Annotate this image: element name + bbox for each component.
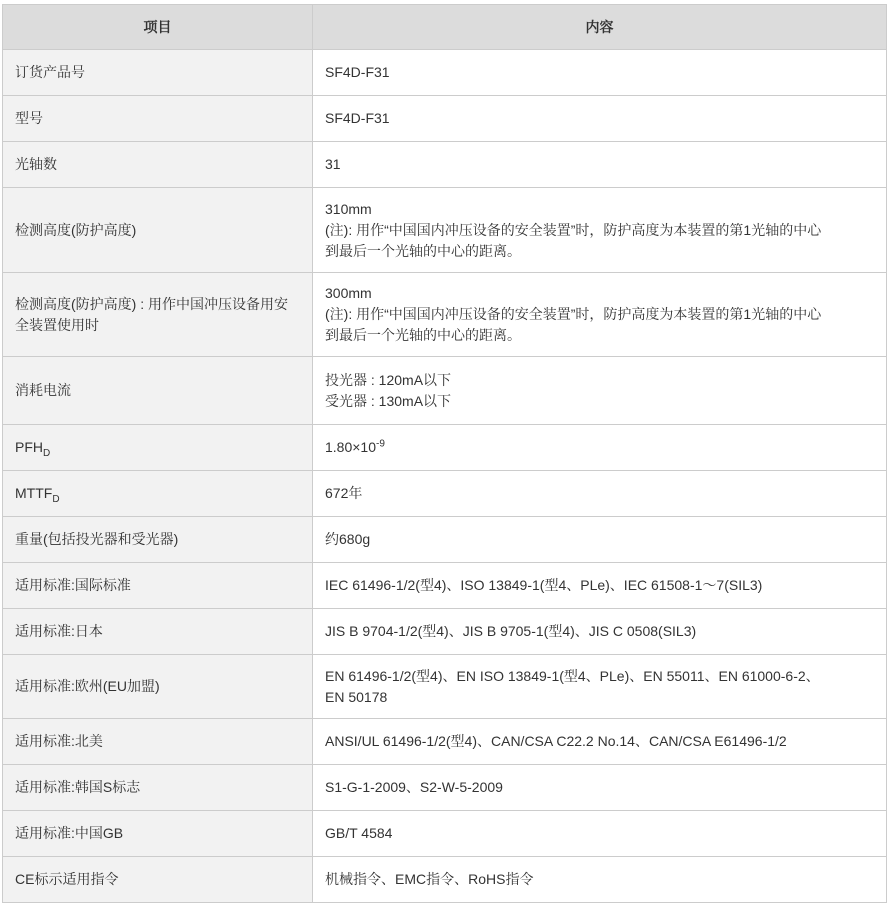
row-content: 机械指令、EMC指令、RoHS指令 xyxy=(313,857,887,903)
row-item: CE标示适用指令 xyxy=(3,857,313,903)
row-item: 适用标准:日本 xyxy=(3,609,313,655)
table-row xyxy=(3,719,887,765)
row-content: SF4D-F31 xyxy=(313,96,887,142)
table-row xyxy=(3,188,887,273)
row-item: 光轴数 xyxy=(3,142,313,188)
table-row xyxy=(3,273,887,357)
row-content: IEC 61496-1/2(型4)、ISO 13849-1(型4、PLe)、IEC 61508-1～7(SIL3) xyxy=(313,563,887,609)
row-content: JIS B 9704-1/2(型4)、JIS B 9705-1(型4)、JIS C 0508(SIL3) xyxy=(313,609,887,655)
row-content: S1-G-1-2009、S2-W-5-2009 xyxy=(313,765,887,811)
table-row xyxy=(3,765,887,811)
table-row xyxy=(3,857,887,903)
table-row xyxy=(3,563,887,609)
table-row xyxy=(3,811,887,857)
spec-table xyxy=(2,4,887,903)
table-row xyxy=(3,471,887,517)
row-item: 订货产品号 xyxy=(3,50,313,96)
row-content: 31 xyxy=(313,142,887,188)
row-content: SF4D-F31 xyxy=(313,50,887,96)
row-item: 适用标准:欧州(EU加盟) xyxy=(3,655,313,719)
row-content: ANSI/UL 61496-1/2(型4)、CAN/CSA C22.2 No.14、CAN/CSA E61496-1/2 xyxy=(313,719,887,765)
row-item: 适用标准:国际标准 xyxy=(3,563,313,609)
table-header-row xyxy=(3,5,887,50)
table-row xyxy=(3,142,887,188)
row-content: 672年 xyxy=(313,471,887,517)
row-content: 约680g xyxy=(313,517,887,563)
table-row xyxy=(3,655,887,719)
row-item: 适用标准:中国GB xyxy=(3,811,313,857)
table-row xyxy=(3,517,887,563)
row-content: $1.80\times 10^{-9}$ xyxy=(313,425,887,471)
row-item: $MTTF_D$ xyxy=(3,471,313,517)
header-content: 内容 xyxy=(313,5,887,50)
row-content: 投光器 : 120mA以下 受光器 : 130mA以下 xyxy=(313,357,887,425)
table-row xyxy=(3,609,887,655)
row-content: 310mm (注): 用作“中国国内冲压设备的安全装置”时，防护高度为本装置的第1光轴的中心 到最后一个光轴的中心的距离。 xyxy=(313,188,887,273)
row-content: GB/T 4584 xyxy=(313,811,887,857)
row-item: 检测高度(防护高度) : 用作中国冲压设备用安全装置使用时 xyxy=(3,273,313,357)
table-row xyxy=(3,50,887,96)
row-item: 适用标准:韩国S标志 xyxy=(3,765,313,811)
row-item: 型号 xyxy=(3,96,313,142)
table-row xyxy=(3,357,887,425)
table-row xyxy=(3,96,887,142)
row-item: $PFH_D$ xyxy=(3,425,313,471)
row-content: 300mm (注): 用作“中国国内冲压设备的安全装置”时，防护高度为本装置的第1光轴的中心 到最后一个光轴的中心的距离。 xyxy=(313,273,887,357)
header-item: 项目 xyxy=(3,5,313,50)
table-row xyxy=(3,425,887,471)
row-item: 检测高度(防护高度) xyxy=(3,188,313,273)
row-item: 消耗电流 xyxy=(3,357,313,425)
row-item: 适用标准:北美 xyxy=(3,719,313,765)
row-item: 重量(包括投光器和受光器) xyxy=(3,517,313,563)
row-content: EN 61496-1/2(型4)、EN ISO 13849-1(型4、PLe)、EN 55011、EN 61000-6-2、 EN 50178 xyxy=(313,655,887,719)
